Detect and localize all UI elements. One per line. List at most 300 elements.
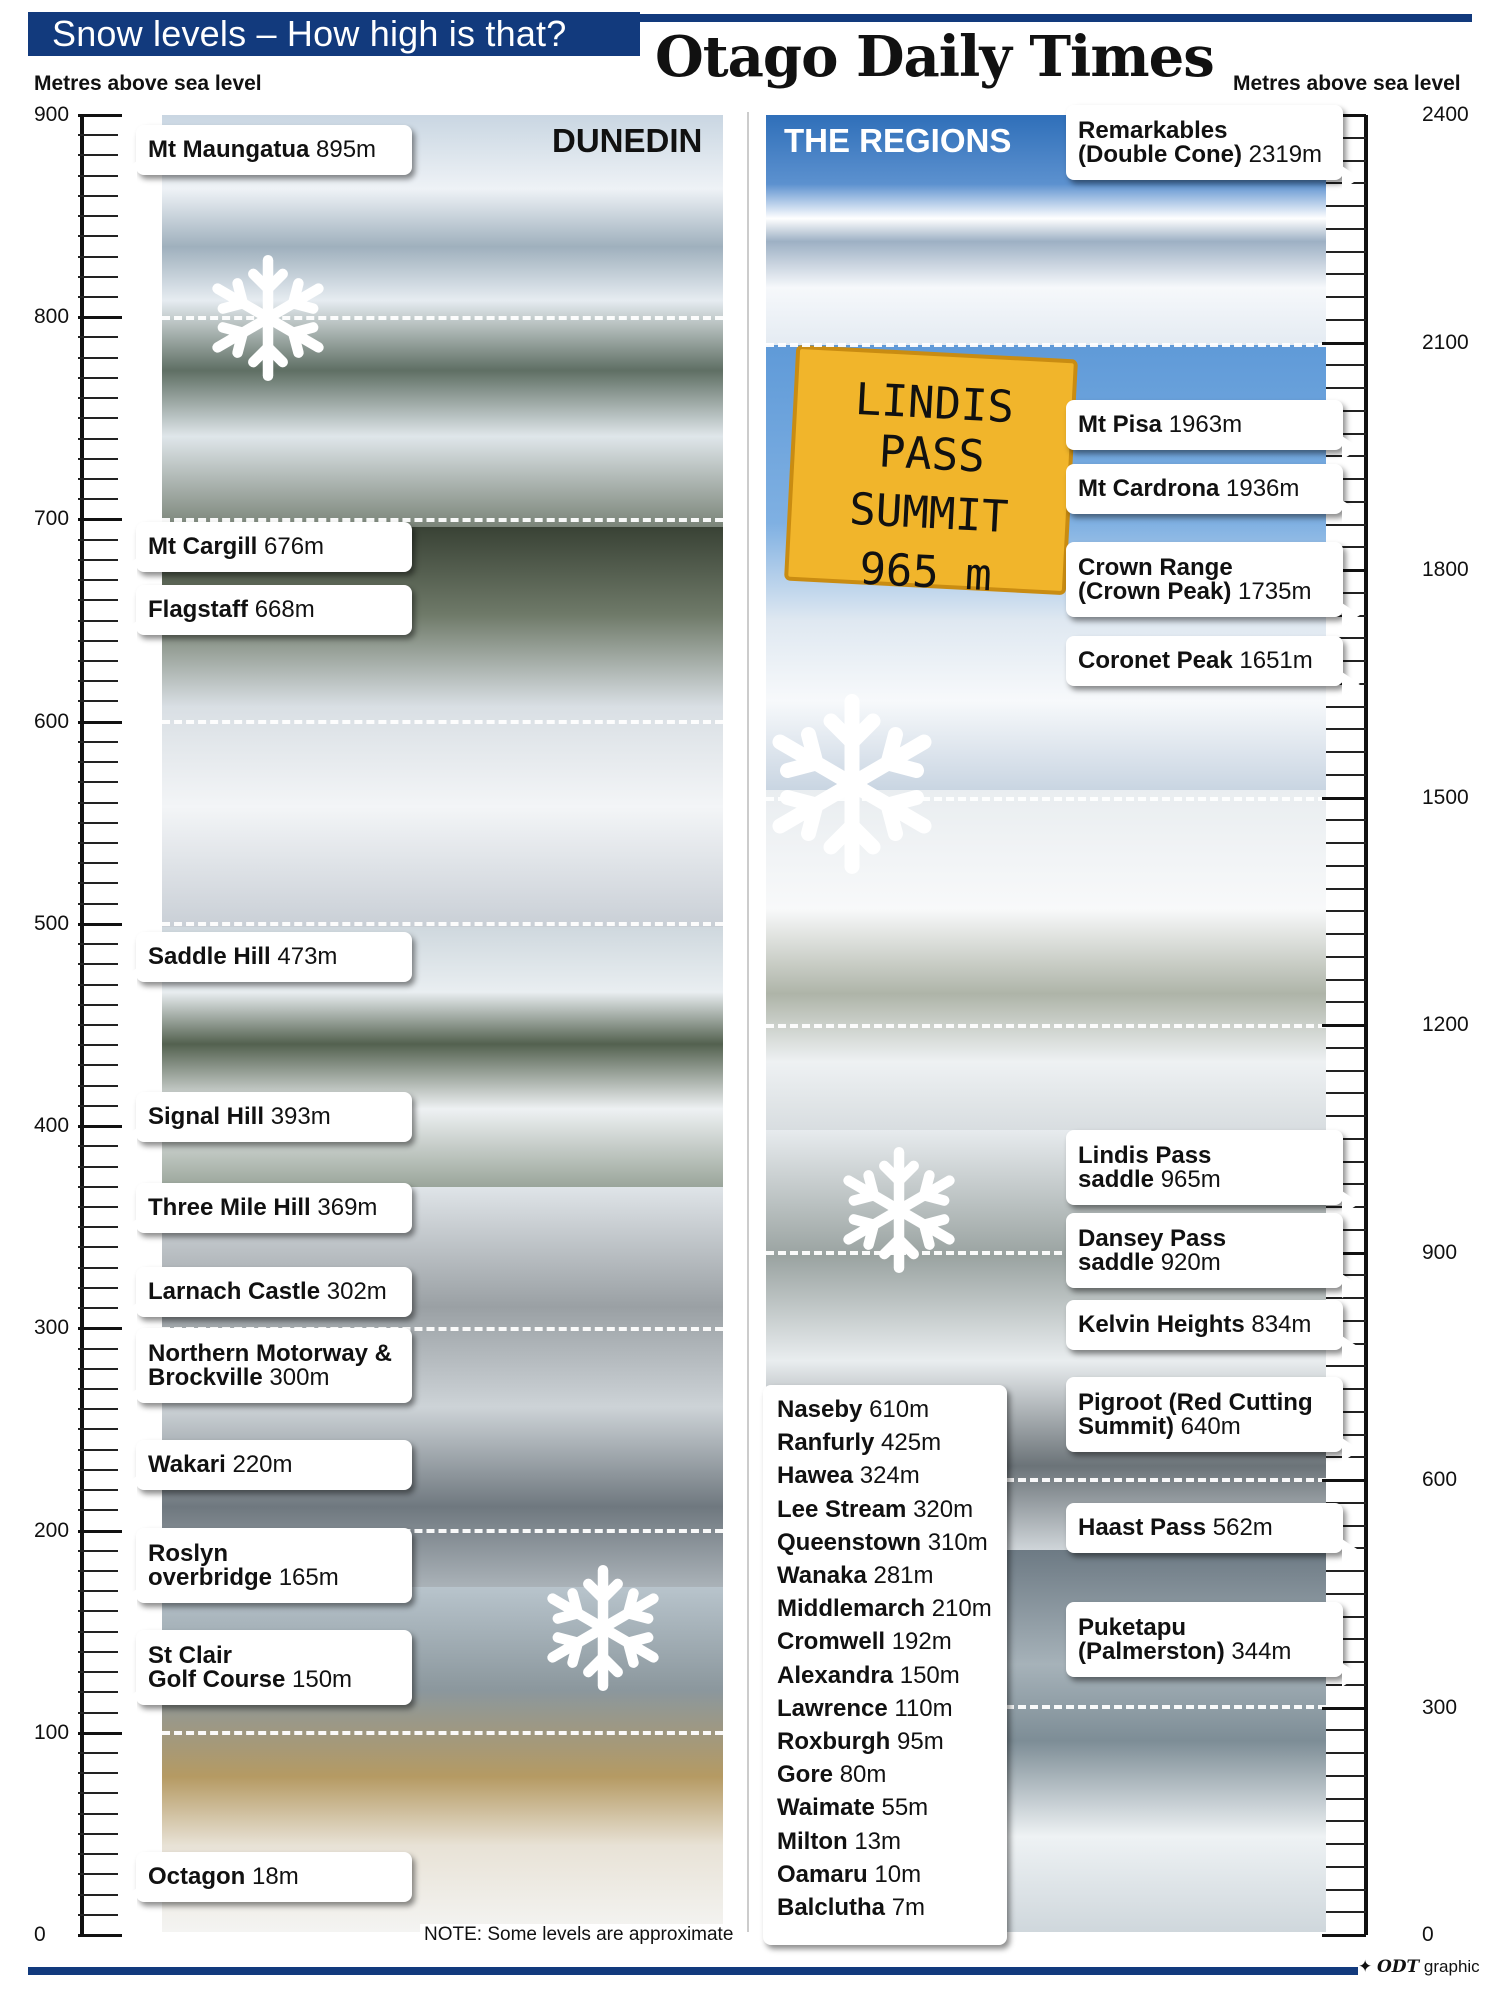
left-ruler-tick — [78, 579, 118, 581]
callout-pointer — [1342, 1438, 1360, 1462]
left-ruler-tick — [78, 296, 118, 298]
callout-level: 220m — [232, 1451, 293, 1478]
callout-level: 895m — [316, 136, 377, 163]
left-ruler-tick — [78, 1914, 118, 1916]
left-ruler-tick — [78, 397, 118, 399]
left-ruler-tick — [78, 1085, 118, 1087]
left-ruler-tick — [78, 802, 118, 804]
town-level: 95m — [897, 1728, 944, 1756]
snowflake-icon — [762, 686, 942, 882]
left-ruler-tick — [78, 721, 122, 724]
right-ruler-tick — [1326, 1092, 1366, 1094]
right-ruler-tick — [1326, 1001, 1366, 1003]
credit-suffix: graphic — [1423, 1957, 1480, 1976]
town-name: Lee Stream — [777, 1495, 907, 1523]
callout-name-line2: (Double Cone) — [1078, 140, 1242, 168]
right-ruler-tick — [1326, 1889, 1366, 1891]
town-level: 425m — [881, 1429, 942, 1457]
callout-pointer — [1342, 436, 1360, 460]
right-axis-label: 900 — [1422, 1240, 1458, 1264]
dunedin-callout — [136, 1852, 412, 1902]
list-item — [777, 1725, 993, 1758]
town-level: 192m — [891, 1628, 952, 1656]
left-ruler-tick — [78, 1752, 118, 1754]
town-level: 150m — [899, 1661, 960, 1689]
left-ruler-tick — [78, 1610, 118, 1612]
callout-name: Pigroot (Red Cutting — [1078, 1388, 1313, 1416]
right-ruler-tick — [1326, 751, 1366, 753]
callout-name: Flagstaff — [148, 596, 249, 623]
right-ruler-tick — [1326, 205, 1366, 207]
callout-pointer — [119, 1589, 137, 1613]
town-name: Queenstown — [777, 1528, 922, 1556]
callout-level: 640m — [1180, 1412, 1241, 1440]
left-ruler-tick — [78, 1813, 118, 1815]
callout-pointer — [119, 621, 137, 645]
left-ruler-tick — [78, 1428, 118, 1430]
left-ruler-tick — [78, 1469, 118, 1471]
right-ruler-tick — [1326, 228, 1366, 230]
right-ruler-tick — [1326, 296, 1366, 298]
town-name: Gore — [777, 1761, 834, 1789]
left-ruler-tick — [78, 438, 118, 440]
town-level: 110m — [894, 1694, 953, 1722]
callout-name: Roslyn — [148, 1539, 229, 1567]
callout-level: 668m — [254, 596, 315, 623]
right-axis-label: 1200 — [1422, 1013, 1469, 1036]
left-axis-title: Metres above sea level — [34, 72, 262, 95]
left-ruler-tick — [78, 316, 122, 319]
right-ruler-tick — [1326, 933, 1366, 935]
list-item — [777, 1659, 993, 1692]
town-name: Cromwell — [777, 1628, 886, 1656]
snowflake-icon — [205, 250, 331, 386]
left-ruler-tick — [78, 1287, 118, 1289]
dunedin-callout — [136, 1267, 412, 1317]
snowflake-icon — [836, 1142, 962, 1278]
left-ruler-tick — [78, 923, 122, 926]
callout-pointer — [119, 1219, 137, 1243]
left-axis-label: 100 — [34, 1720, 70, 1744]
left-ruler-tick — [78, 1449, 118, 1451]
list-item — [777, 1858, 993, 1891]
dunedin-callout — [136, 1183, 412, 1233]
left-ruler-tick — [78, 1368, 118, 1370]
right-axis-label: 1500 — [1422, 785, 1469, 809]
list-item — [777, 1426, 993, 1459]
credit — [1358, 1957, 1480, 1977]
left-ruler-tick — [78, 1489, 118, 1491]
dunedin-dash-100 — [162, 1731, 723, 1735]
left-ruler-tick — [78, 498, 118, 500]
right-axis-title: Metres above sea level — [1233, 72, 1461, 95]
left-ruler-tick — [78, 1186, 118, 1188]
regions-callout — [1066, 400, 1343, 450]
callout-name: Dansey Pass — [1078, 1224, 1227, 1252]
callout-level: 150m — [292, 1665, 353, 1693]
dunedin-callout — [136, 125, 412, 175]
left-ruler-tick — [78, 761, 118, 763]
left-ruler-tick — [78, 1024, 118, 1026]
left-ruler-tick — [78, 377, 118, 379]
right-ruler-tick — [1326, 364, 1366, 366]
dunedin-callout — [136, 1440, 412, 1490]
right-ruler-tick — [1322, 1479, 1366, 1482]
right-ruler-tick — [1326, 979, 1366, 981]
left-ruler-tick — [78, 1590, 118, 1592]
left-ruler-tick — [78, 1732, 122, 1735]
callout-level: 18m — [252, 1863, 299, 1890]
left-ruler-tick — [78, 1550, 118, 1552]
callout-name-line2: saddle — [1078, 1165, 1155, 1193]
left-ruler-tick — [78, 1105, 118, 1107]
sign-line-1: LINDIS PASS — [853, 373, 1016, 483]
left-ruler-tick — [78, 357, 118, 359]
left-ruler-tick — [78, 984, 118, 986]
left-ruler-tick — [78, 822, 118, 824]
left-axis-label: 900 — [34, 103, 70, 126]
dunedin-panel-title: DUNEDIN — [552, 122, 703, 159]
callout-pointer — [1342, 500, 1360, 524]
right-ruler-tick — [1326, 1570, 1366, 1572]
lindis-pass-sign — [784, 345, 1078, 602]
callout-name: Lindis Pass — [1078, 1141, 1212, 1169]
left-ruler-tick — [78, 134, 118, 136]
regions-dash-2100 — [766, 343, 1326, 347]
right-ruler-tick — [1326, 1365, 1366, 1367]
list-item — [777, 1526, 993, 1559]
callout-pointer — [1342, 1274, 1360, 1298]
left-ruler-tick — [78, 1307, 118, 1309]
left-ruler-tick — [78, 700, 118, 702]
callout-name: Remarkables — [1078, 116, 1228, 144]
sign-line-2: SUMMIT — [848, 483, 1010, 544]
list-item — [777, 1891, 993, 1924]
right-axis-label: 2400 — [1422, 103, 1469, 126]
regions-callout — [1066, 1300, 1343, 1350]
dunedin-callout — [136, 1328, 412, 1403]
left-ruler-tick — [78, 1691, 118, 1693]
regions-callout — [1066, 542, 1343, 617]
town-name: Middlemarch — [777, 1595, 926, 1623]
regions-callout — [1066, 1377, 1343, 1452]
regions-callout — [1066, 464, 1343, 514]
right-axis-label: 0 — [1422, 1923, 1434, 1946]
callout-pointer — [119, 558, 137, 582]
town-level: 281m — [873, 1562, 934, 1590]
town-level: 80m — [839, 1761, 887, 1789]
left-ruler-tick — [78, 842, 118, 844]
list-item — [777, 1791, 993, 1824]
masthead-logo: Otago Daily Times — [655, 24, 1214, 90]
left-ruler-tick — [78, 680, 118, 682]
right-ruler-tick — [1326, 1866, 1366, 1868]
left-ruler-tick — [78, 882, 118, 884]
callout-name: Saddle Hill — [148, 943, 271, 970]
left-ruler-tick — [78, 559, 118, 561]
callout-name: Octagon — [148, 1863, 246, 1890]
left-ruler-tick — [78, 1408, 118, 1410]
town-name: Hawea — [777, 1462, 854, 1490]
town-level: 7m — [891, 1894, 926, 1922]
left-ruler-tick — [78, 1651, 118, 1653]
right-ruler-tick — [1322, 1934, 1366, 1937]
list-item — [777, 1393, 993, 1426]
callout-level: 1651m — [1239, 647, 1313, 674]
left-ruler-tick — [78, 1125, 122, 1128]
right-ruler-tick — [1326, 1593, 1366, 1595]
approximate-note: NOTE: Some levels are approximate — [420, 1924, 737, 1946]
right-ruler-tick — [1322, 342, 1366, 345]
callout-pointer — [1342, 1539, 1360, 1563]
headline: Snow levels – How high is that? — [52, 13, 567, 54]
list-item — [777, 1559, 993, 1592]
callout-level: 965m — [1160, 1165, 1221, 1193]
credit-brand: ODT — [1376, 1957, 1420, 1977]
left-ruler-tick — [78, 1004, 118, 1006]
callout-name-line2: overbridge — [148, 1563, 273, 1591]
callout-level: 473m — [277, 943, 338, 970]
right-ruler-tick — [1326, 1911, 1366, 1913]
left-ruler-tick — [78, 660, 118, 662]
left-ruler-tick — [78, 1246, 118, 1248]
callout-pointer — [1342, 672, 1360, 696]
dunedin-callout — [136, 1528, 412, 1603]
regions-callout — [1066, 636, 1343, 686]
callout-name: Mt Cargill — [148, 533, 258, 560]
right-ruler-tick — [1326, 774, 1366, 776]
callout-pointer — [119, 1128, 137, 1152]
left-ruler-tick — [78, 963, 118, 965]
right-ruler-tick — [1326, 728, 1366, 730]
town-name: Naseby — [777, 1396, 863, 1423]
left-ruler-tick — [78, 741, 118, 743]
right-ruler-tick — [1326, 1820, 1366, 1822]
right-ruler-tick — [1322, 1024, 1366, 1027]
left-ruler-tick — [78, 256, 118, 258]
regions-callout — [1066, 105, 1343, 180]
top-rule — [640, 14, 1472, 22]
callout-pointer — [119, 968, 137, 992]
left-ruler-tick — [78, 1530, 122, 1533]
callout-name: Northern Motorway & — [148, 1339, 393, 1367]
left-axis-label: 400 — [34, 1114, 70, 1138]
right-ruler-tick — [1326, 910, 1366, 912]
callout-pointer — [1342, 1663, 1360, 1687]
left-ruler-tick — [78, 458, 118, 460]
left-ruler-tick — [78, 1873, 118, 1875]
right-ruler-tick — [1326, 251, 1366, 253]
left-ruler-tick — [78, 1064, 118, 1066]
dunedin-dash-500 — [162, 922, 723, 926]
callout-pointer — [1342, 603, 1360, 627]
callout-pointer — [119, 1303, 137, 1327]
right-axis-label: 1800 — [1422, 558, 1469, 581]
left-ruler-tick — [78, 640, 118, 642]
callout-level: 165m — [278, 1563, 339, 1591]
left-ruler-tick — [78, 1267, 118, 1269]
callout-level: 302m — [326, 1278, 387, 1305]
callout-name: Haast Pass — [1078, 1514, 1207, 1541]
right-ruler-tick — [1322, 1707, 1366, 1710]
left-ruler-tick — [78, 114, 122, 117]
town-name: Roxburgh — [777, 1728, 891, 1756]
left-ruler-tick — [78, 599, 118, 601]
callout-pointer — [119, 1888, 137, 1912]
list-item — [777, 1459, 993, 1492]
callout-name: Coronet Peak — [1078, 647, 1233, 674]
callout-level: 369m — [317, 1194, 378, 1221]
left-ruler-tick — [78, 235, 118, 237]
left-ruler-tick — [78, 1671, 118, 1673]
left-ruler-tick — [78, 1934, 122, 1937]
dunedin-callout — [136, 1092, 412, 1142]
left-ruler-tick — [78, 1327, 122, 1330]
left-axis-label: 700 — [34, 507, 70, 531]
left-ruler-tick — [78, 1792, 118, 1794]
regions-panel-title: THE REGIONS — [784, 122, 1012, 159]
left-ruler-tick — [78, 1166, 118, 1168]
left-axis-label: 800 — [34, 305, 70, 329]
right-ruler-tick — [1326, 1070, 1366, 1072]
list-item — [777, 1625, 993, 1658]
town-name: Oamaru — [777, 1860, 868, 1888]
left-ruler-tick — [78, 1509, 118, 1511]
regions-callout — [1066, 1602, 1343, 1677]
callout-level: 344m — [1231, 1637, 1292, 1665]
callout-name: Kelvin Heights — [1078, 1311, 1245, 1338]
left-ruler-tick — [78, 195, 118, 197]
callout-pointer — [119, 1691, 137, 1715]
callout-level: 834m — [1251, 1311, 1312, 1338]
callout-level: 920m — [1160, 1248, 1221, 1276]
callout-name: Mt Cardrona — [1078, 475, 1220, 502]
regions-callout — [1066, 1130, 1343, 1205]
callout-name: Signal Hill — [148, 1103, 265, 1130]
callout-pointer — [1342, 166, 1360, 190]
right-ruler-tick — [1326, 1115, 1366, 1117]
regions-dash-1200 — [766, 1024, 1326, 1028]
callout-level: 1735m — [1238, 577, 1312, 605]
callout-level: 676m — [264, 533, 325, 560]
left-ruler-tick — [78, 1348, 118, 1350]
list-item — [777, 1493, 993, 1526]
callout-level: 562m — [1212, 1514, 1273, 1541]
town-name: Wanaka — [777, 1562, 867, 1590]
left-ruler-tick — [78, 620, 118, 622]
dunedin-callout — [136, 585, 412, 635]
left-ruler-tick — [78, 478, 118, 480]
right-ruler-tick — [1326, 1798, 1366, 1800]
right-ruler-tick — [1326, 1729, 1366, 1731]
callout-level: 1963m — [1168, 411, 1243, 438]
left-ruler-tick — [78, 518, 122, 521]
right-ruler-tick — [1322, 797, 1366, 800]
callout-name-line2: (Palmerston) — [1078, 1637, 1225, 1665]
left-ruler-tick — [78, 336, 118, 338]
left-ruler-tick — [78, 1631, 118, 1633]
callout-name-line2: Golf Course — [148, 1665, 286, 1693]
callout-name: Larnach Castle — [148, 1278, 321, 1305]
town-name: Ranfurly — [777, 1429, 875, 1457]
right-ruler-tick — [1326, 819, 1366, 821]
regions-callout — [1066, 1503, 1343, 1553]
town-level: 55m — [881, 1794, 929, 1822]
list-item — [777, 1758, 993, 1791]
bottom-rule — [28, 1967, 1358, 1975]
callout-name-line2: saddle — [1078, 1248, 1155, 1276]
dunedin-dash-600 — [162, 720, 723, 724]
left-ruler-tick — [78, 1206, 118, 1208]
regions-callout — [1066, 1213, 1343, 1288]
left-ruler-tick — [78, 1894, 118, 1896]
dunedin-callout — [136, 932, 412, 982]
town-name: Alexandra — [777, 1661, 894, 1689]
town-name: Waimate — [777, 1794, 875, 1822]
dunedin-callout — [136, 1630, 412, 1705]
left-ruler-tick — [78, 276, 118, 278]
callout-name-line2: Brockville — [148, 1363, 263, 1391]
callout-name: Puketapu — [1078, 1613, 1187, 1641]
town-level: 10m — [874, 1860, 922, 1888]
panel-divider — [747, 112, 749, 1932]
list-item — [777, 1592, 993, 1625]
callout-pointer — [119, 161, 137, 185]
left-axis-label: 500 — [34, 911, 70, 935]
snowflake-icon — [540, 1560, 666, 1696]
callout-name: St Clair — [148, 1641, 233, 1669]
left-ruler-tick — [78, 903, 118, 905]
left-ruler-tick — [78, 1772, 118, 1774]
callout-pointer — [1342, 1191, 1360, 1215]
callout-level: 2319m — [1248, 140, 1323, 168]
right-ruler-tick — [1326, 1775, 1366, 1777]
right-axis-label: 600 — [1422, 1468, 1458, 1491]
right-ruler-tick — [1326, 1047, 1366, 1049]
callout-name: Mt Maungatua — [148, 136, 310, 163]
right-axis-label: 2100 — [1422, 330, 1469, 354]
left-ruler-tick — [78, 154, 118, 156]
town-level: 310m — [927, 1528, 988, 1556]
right-ruler-tick — [1326, 273, 1366, 275]
callout-pointer — [1342, 1336, 1360, 1360]
town-name: Lawrence — [777, 1694, 888, 1722]
right-ruler-tick — [1326, 706, 1366, 708]
callout-name: Crown Range — [1078, 553, 1233, 581]
right-ruler-tick — [1326, 888, 1366, 890]
left-axis-label: 600 — [34, 709, 70, 733]
left-ruler-tick — [78, 781, 118, 783]
list-item — [777, 1825, 993, 1858]
right-ruler-tick — [1326, 865, 1366, 867]
odt-bird-icon: ✦ — [1358, 1957, 1373, 1976]
dunedin-callout — [136, 522, 412, 572]
town-level: 210m — [931, 1595, 992, 1623]
sign-line-3: 965 m — [858, 543, 994, 602]
right-axis-label: 300 — [1422, 1695, 1458, 1719]
right-ruler-tick — [1326, 956, 1366, 958]
town-level: 324m — [859, 1462, 920, 1490]
town-name: Milton — [777, 1827, 848, 1855]
left-ruler-tick — [78, 215, 118, 217]
right-ruler-tick — [1326, 1843, 1366, 1845]
town-name: Balclutha — [777, 1894, 886, 1922]
right-ruler-tick — [1326, 842, 1366, 844]
left-ruler-tick — [78, 1044, 118, 1046]
left-ruler-tick — [78, 1570, 118, 1572]
callout-level: 300m — [269, 1363, 330, 1391]
callout-name: Wakari — [148, 1451, 226, 1478]
